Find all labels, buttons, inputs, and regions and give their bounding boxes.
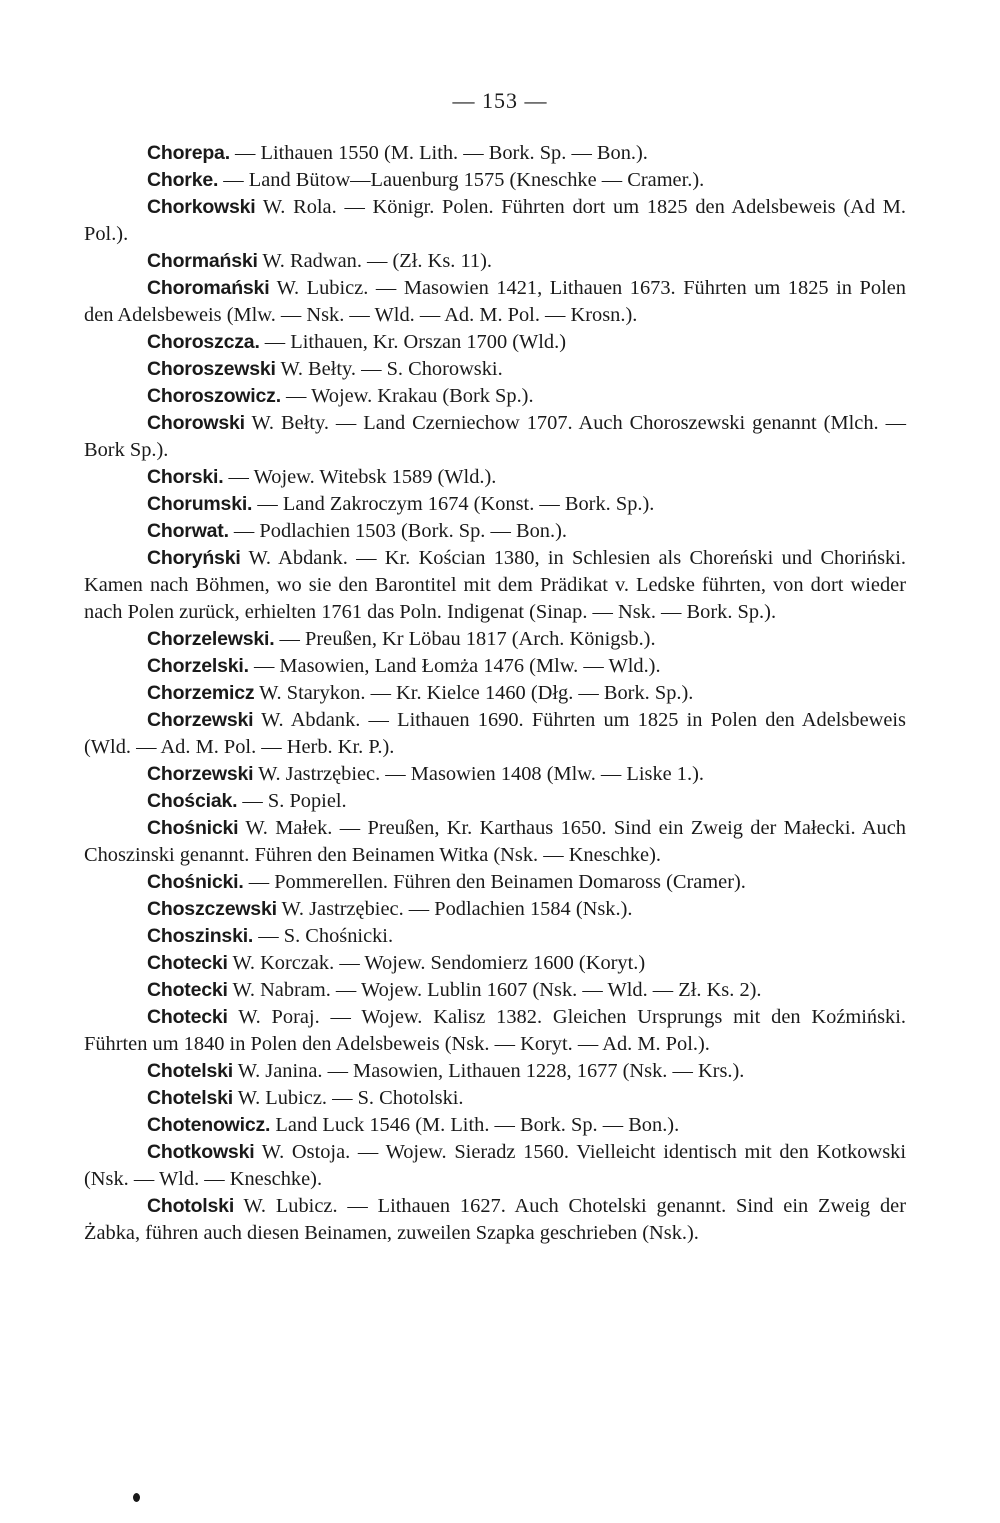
entry-text: — Wojew. Krakau (Bork Sp.). [280,385,534,407]
entry-surname: Chorzewski [147,709,254,731]
entry-surname: Chorzewski [147,763,254,785]
entry-text: W. Abdank. — Lithauen 1690. Führten um 1825 in Polen den Adelsbeweis (Wld. — Ad. M. Pol. — Herb. Kr. P.). [84,709,906,758]
ink-spot [133,1493,140,1502]
entry-surname: Chorowski [147,412,245,434]
entry-surname: Chotelski [147,1060,233,1082]
entry-text: W. Ostoja. — Wojew. Sieradz 1560. Vielleicht identisch mit den Kotkowski (Nsk. — Wld. — Kneschke). [84,1141,906,1190]
entry [84,491,906,518]
entry [84,248,906,275]
entry-surname: Choszinski. [147,925,254,947]
entry-text: W. Bełty. — Land Czerniechow 1707. Auch Choroszewski genannt (Mlch. — Bork Sp.). [84,412,906,461]
entry [84,356,906,383]
entry [84,518,906,545]
entry-text: W. Starykon. — Kr. Kielce 1460 (Dłg. — Bork. Sp.). [254,682,694,704]
entry-text: W. Janina. — Masowien, Lithauen 1228, 1677 (Nsk. — Krs.). [232,1060,745,1082]
entry-surname: Chormański [147,250,258,272]
entry [84,1139,906,1193]
entry-text: — S. Chośnicki. [253,925,394,947]
entry-surname: Choroszowicz. [147,385,281,407]
entry-text: — Preußen, Kr Löbau 1817 (Arch. Königsb.). [274,628,656,650]
entry-text: W. Bełty. — S. Chorowski. [275,358,503,380]
entry-surname: Chotecki [147,952,228,974]
entry [84,869,906,896]
entry [84,761,906,788]
entry-surname: Chorumski. [147,493,253,515]
entry-text: W. Jastrzębiec. — Podlachien 1584 (Nsk.). [276,898,633,920]
entry-surname: Chośnicki. [147,871,244,893]
entry-text: Land Luck 1546 (M. Lith. — Bork. Sp. — Bon.). [270,1114,680,1136]
entry-surname: Choromański [147,277,270,299]
entry-text: — Wojew. Witebsk 1589 (Wld.). [223,466,497,488]
entry-surname: Choszczewski [147,898,277,920]
entry-text: W. Poraj. — Wojew. Kalisz 1382. Gleichen Ursprungs mit den Koźmiński. Führten um 1840 in Polen den Adelsbeweis (Nsk. — Koryt. — Ad. M. Pol.). [84,1006,906,1055]
entry-text: W. Lubicz. — Masowien 1421, Lithauen 1673. Führten um 1825 in Polen den Adelsbeweis (Mlw. — Nsk. — Wld. — Ad. M. Pol. — Krosn.). [84,277,906,326]
entry [84,626,906,653]
entry [84,410,906,464]
entry [84,1004,906,1058]
entry-surname: Chotelski [147,1087,233,1109]
entry-surname: Chorzemicz [147,682,255,704]
entry [84,329,906,356]
entry-surname: Chotenowicz. [147,1114,271,1136]
entry-surname: Choroszcza. [147,331,260,353]
entry [84,653,906,680]
dictionary-column [84,140,906,1247]
entry-surname: Chotolski [147,1195,235,1217]
entry [84,545,906,626]
entry [84,1112,906,1139]
entry-text: — Land Bütow—Lauenburg 1575 (Kneschke — Cramer.). [218,169,705,191]
entry-surname: Chorzelski. [147,655,249,677]
entry-text: W. Lubicz. — S. Chotolski. [232,1087,464,1109]
entry-surname: Chorkowski [147,196,256,218]
entry-text: — Land Zakroczym 1674 (Konst. — Bork. Sp.). [252,493,655,515]
entry [84,788,906,815]
entry [84,1085,906,1112]
entry-surname: Chotkowski [147,1141,255,1163]
entry-surname: Chorzelewski. [147,628,275,650]
entry-text: W. Radwan. — (Zł. Ks. 11). [257,250,492,272]
entry [84,275,906,329]
entry-text: — Pommerellen. Führen den Beinamen Domaross (Cramer). [243,871,746,893]
entry-surname: Chościak. [147,790,238,812]
entry-surname: Chotecki [147,1006,228,1028]
entry [84,923,906,950]
entry-surname: Choryński [147,547,241,569]
entry [84,950,906,977]
entry [84,896,906,923]
entry-text: — Lithauen 1550 (M. Lith. — Bork. Sp. — Bon.). [229,142,648,164]
entry-text: — Masowien, Land Łomża 1476 (Mlw. — Wld.). [248,655,661,677]
entry-surname: Chorwat. [147,520,229,542]
entry [84,140,906,167]
entry-text: — S. Popiel. [237,790,347,812]
entry-text: W. Jastrzębiec. — Masowien 1408 (Mlw. — Liske 1.). [253,763,704,785]
entry [84,167,906,194]
entry [84,680,906,707]
entry [84,383,906,410]
entry [84,194,906,248]
entry [84,1058,906,1085]
entry [84,464,906,491]
entry-text: W. Abdank. — Kr. Kościan 1380, in Schlesien als Choreński und Choriński. Kamen nach Böhmen, wo sie den Barontitel mit dem Prädikat v. Ledske führten, von dort wieder nach Polen zurück, erhielten 1761 das Poln. Indigenat (Sinap. — Nsk. — Bork. Sp.). [84,547,906,623]
entry-surname: Chorke. [147,169,219,191]
entry-text: W. Małek. — Preußen, Kr. Karthaus 1650. Sind ein Zweig der Małecki. Auch Choszinski genannt. Führen den Beinamen Witka (Nsk. — Kneschke). [84,817,906,866]
entry-text: W. Rola. — Königr. Polen. Führten dort um 1825 den Adelsbeweis (Ad M. Pol.). [84,196,906,245]
entry-surname: Chotecki [147,979,228,1001]
entry-text: W. Lubicz. — Lithauen 1627. Auch Chotelski genannt. Sind ein Zweig der Żabka, führen auch diesen Beinamen, zuweilen Szapka geschrieben (Nsk.). [84,1195,906,1244]
entry-text: W. Korczak. — Wojew. Sendomierz 1600 (Koryt.) [227,952,646,974]
entry-surname: Choroszewski [147,358,276,380]
entry-surname: Chorepa. [147,142,230,164]
entry [84,815,906,869]
entry-text: — Lithauen, Kr. Orszan 1700 (Wld.) [259,331,567,353]
page-number: — 153 — [452,88,548,113]
entry [84,1193,906,1247]
entry-text: W. Nabram. — Wojew. Lublin 1607 (Nsk. — Wld. — Zł. Ks. 2). [227,979,762,1001]
entry-surname: Chośnicki [147,817,239,839]
entry-text: — Podlachien 1503 (Bork. Sp. — Bon.). [228,520,567,542]
entry [84,707,906,761]
entry [84,977,906,1004]
entry-surname: Chorski. [147,466,224,488]
